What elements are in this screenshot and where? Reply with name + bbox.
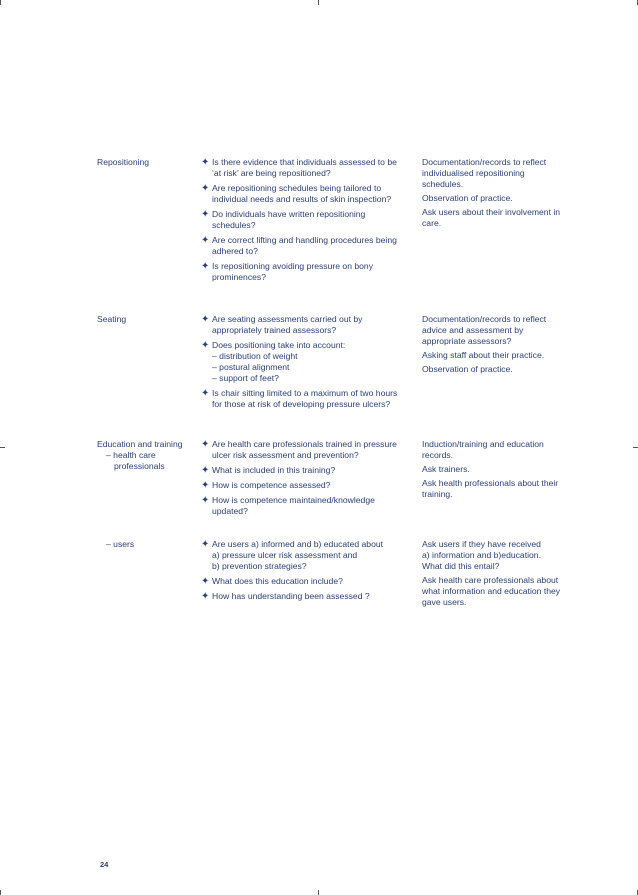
question-text: Are repositioning schedules being tailored to: [212, 183, 382, 193]
evidence-text: appropriate assessors?: [422, 336, 512, 346]
star-bullet-icon: ✦: [201, 495, 210, 506]
page-number: 24: [100, 860, 109, 869]
crop-mark: [0, 447, 5, 448]
evidence-text: care.: [422, 218, 442, 228]
evidence-text: Ask health care professionals about: [422, 575, 559, 585]
evidence-list: [422, 439, 577, 503]
evidence-item: [422, 478, 577, 500]
crop-mark: [318, 890, 319, 895]
section-topic: [97, 439, 197, 472]
question-item: [201, 539, 411, 572]
topic-line: Repositioning: [97, 157, 150, 167]
question-text: individual needs and results of skin inspection?: [212, 194, 392, 204]
star-bullet-icon: ✦: [201, 388, 210, 399]
questions-list: [201, 314, 411, 414]
question-text: prominences?: [212, 272, 266, 282]
evidence-list: [422, 314, 577, 378]
evidence-item: [422, 364, 577, 375]
evidence-text: training.: [422, 489, 453, 499]
evidence-text: Observation of practice.: [422, 364, 513, 374]
question-item: [201, 591, 411, 602]
question-text: ulcer risk assessment and prevention?: [212, 450, 359, 460]
section-topic: [97, 539, 197, 550]
crop-mark: [0, 0, 1, 5]
question-text: Is chair sitting limited to a maximum of two hours: [212, 388, 398, 398]
topic-line: professionals: [114, 461, 165, 471]
evidence-text: advice and assessment by: [422, 325, 524, 335]
topic-line: Education and training: [97, 439, 183, 449]
evidence-item: [422, 439, 577, 461]
question-text: – distribution of weight: [212, 351, 298, 361]
evidence-item: [422, 575, 577, 608]
star-bullet-icon: ✦: [201, 439, 210, 450]
topic-line: Seating: [97, 314, 127, 324]
evidence-list: [422, 539, 577, 611]
question-item: [201, 235, 411, 257]
question-item: [201, 465, 411, 476]
evidence-text: Asking staff about their practice.: [422, 350, 545, 360]
evidence-item: [422, 350, 577, 361]
evidence-text: a) information and b)education.: [422, 550, 541, 560]
question-text: How is competence maintained/knowledge: [212, 495, 375, 505]
question-text: adhered to?: [212, 246, 258, 256]
evidence-text: Ask health professionals about their: [422, 478, 559, 488]
question-text: Are users a) informed and b) educated about: [212, 539, 384, 549]
evidence-text: Ask trainers.: [422, 464, 470, 474]
question-text: schedules?: [212, 220, 256, 230]
evidence-text: Ask users about their involvement in: [422, 207, 561, 217]
evidence-item: [422, 207, 577, 229]
evidence-text: Observation of practice.: [422, 193, 513, 203]
questions-list: [201, 539, 411, 606]
evidence-text: schedules.: [422, 179, 464, 189]
crop-mark: [0, 890, 1, 895]
evidence-text: what information and education they: [422, 586, 561, 596]
question-text: How has understanding been assessed ?: [212, 591, 370, 601]
star-bullet-icon: ✦: [201, 235, 210, 246]
section-topic: [97, 314, 197, 325]
question-text: b) prevention strategies?: [212, 561, 307, 571]
evidence-text: Ask users if they have received: [422, 539, 541, 549]
question-text: Is there evidence that individuals assessed to be: [212, 157, 397, 167]
question-item: [201, 157, 411, 179]
question-item: [201, 261, 411, 283]
question-item: [201, 183, 411, 205]
question-text: Are seating assessments carried out by: [212, 314, 363, 324]
question-text: What does this education include?: [212, 576, 343, 586]
question-item: [201, 495, 411, 517]
evidence-text: What did this entail?: [422, 561, 500, 571]
star-bullet-icon: ✦: [201, 314, 210, 325]
evidence-item: [422, 157, 577, 190]
question-item: [201, 314, 411, 336]
star-bullet-icon: ✦: [201, 261, 210, 272]
star-bullet-icon: ✦: [201, 157, 210, 168]
evidence-text: records.: [422, 450, 454, 460]
question-text: appropriately trained assessors?: [212, 325, 337, 335]
question-item: [201, 576, 411, 587]
question-text: Are correct lifting and handling procedures being: [212, 235, 397, 245]
star-bullet-icon: ✦: [201, 576, 210, 587]
star-bullet-icon: ✦: [201, 183, 210, 194]
star-bullet-icon: ✦: [201, 209, 210, 220]
question-text: Do individuals have written repositioning: [212, 209, 366, 219]
star-bullet-icon: ✦: [201, 539, 210, 550]
question-item: [201, 340, 411, 384]
evidence-text: gave users.: [422, 597, 467, 607]
question-item: [201, 388, 411, 410]
evidence-text: Induction/training and education: [422, 439, 544, 449]
star-bullet-icon: ✦: [201, 591, 210, 602]
question-item: [201, 439, 411, 461]
question-item: [201, 480, 411, 491]
evidence-item: [422, 539, 577, 572]
question-text: What is included in this training?: [212, 465, 336, 475]
evidence-text: Documentation/records to reflect: [422, 314, 547, 324]
question-text: for those at risk of developing pressure ulcers?: [212, 399, 391, 409]
topic-line: – health care: [106, 450, 156, 460]
questions-list: [201, 157, 411, 287]
question-text: Are health care professionals trained in pressure: [212, 439, 397, 449]
section-topic: [97, 157, 197, 168]
star-bullet-icon: ✦: [201, 340, 210, 351]
crop-mark: [633, 447, 638, 448]
star-bullet-icon: ✦: [201, 480, 210, 491]
evidence-item: [422, 314, 577, 347]
evidence-item: [422, 193, 577, 204]
evidence-text: Documentation/records to reflect: [422, 157, 547, 167]
question-text: – postural alignment: [212, 362, 290, 372]
question-text: updated?: [212, 506, 248, 516]
question-text: a) pressure ulcer risk assessment and: [212, 550, 358, 560]
crop-mark: [318, 0, 319, 5]
star-bullet-icon: ✦: [201, 465, 210, 476]
question-text: Does positioning take into account:: [212, 340, 346, 350]
question-text: ‘at risk’ are being repositioned?: [212, 168, 331, 178]
question-item: [201, 209, 411, 231]
questions-list: [201, 439, 411, 521]
evidence-text: individualised repositioning: [422, 168, 525, 178]
evidence-list: [422, 157, 577, 232]
question-text: How is competence assessed?: [212, 480, 331, 490]
question-text: Is repositioning avoiding pressure on bony: [212, 261, 373, 271]
topic-line: – users: [106, 539, 135, 549]
question-text: – support of feet?: [212, 373, 279, 383]
evidence-item: [422, 464, 577, 475]
